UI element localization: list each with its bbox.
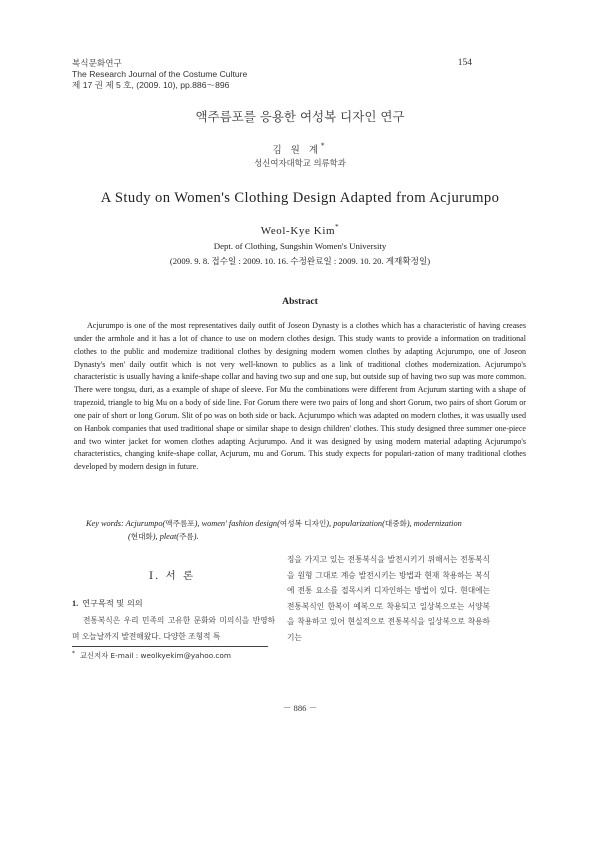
- title-korean: 액주름포를 응용한 여성복 디자인 연구: [195, 109, 405, 124]
- footnote-mark: *: [72, 650, 75, 657]
- keyword-5-en: pleat: [159, 532, 177, 541]
- author-korean: [0, 142, 600, 156]
- author-english: [0, 223, 600, 237]
- affiliation-english: Dept. of Clothing, Sungshin Women's University: [213, 241, 387, 251]
- journal-name-en: The Research Journal of the Costume Culture: [72, 68, 248, 79]
- keyword-3-en: popularization: [333, 519, 383, 528]
- keywords-label: Key words:: [86, 519, 124, 528]
- keyword-2-en: women' fashion design: [201, 519, 278, 528]
- title-english: A Study on Women's Clothing Design Adapted from Acjurumpo: [100, 190, 500, 206]
- author-en-name: Weol-Kye Kim: [260, 225, 336, 237]
- footnote-text: 교신저자 E-mail : weolkyekim@yahoo.com: [80, 651, 231, 660]
- section-heading: Ⅰ. 서 론: [148, 570, 196, 582]
- keyword-2-ko: 여성복 디자인: [279, 519, 327, 528]
- submission-dates: (2009. 9. 8. 접수일 : 2009. 10. 16. 수정완료일 : 2009. 10. 20. 게재확정일): [169, 256, 431, 266]
- author-en-mark: *: [335, 223, 340, 231]
- footnote: [72, 650, 231, 661]
- keywords: Key words: Acjurumpo(액주름포), women' fashion design(여성복 디자인), popularization(대중화), modernization (현대화), pleat(주름).: [86, 519, 462, 541]
- affiliation-korean: 성신여자대학교 의류학과: [254, 158, 346, 168]
- keyword-1-en: Acjurumpo: [125, 519, 163, 528]
- body-left-column: 전통복식은 우리 민족의 고유한 문화와 미의식을 반영하며 오늘날까지 발전해왔다. 다양한 조형적 특: [72, 616, 275, 641]
- body-right-column: 징을 가지고 있는 전통복식을 발전시키기 위해서는 전통복식을 원형 그대로 계승 발전시키는 방법과 현재 착용하는 복식에 전통 요소를 접목시켜 디자인하는 방법이 있다. 현대에는 전통복식인 한복이 예복으로 착용되고 일상복으로는 서양복을 착용하고 있어 현실적으로 전통복식을 일상복으로 착용하기는: [287, 555, 490, 642]
- journal-name-ko: 복식문화연구: [72, 58, 122, 68]
- author-ko-mark: *: [321, 142, 328, 150]
- journal-header: [72, 58, 247, 90]
- keyword-3-ko: 대중화: [384, 519, 407, 528]
- subsection-number: 1.: [72, 599, 79, 608]
- subsection-heading: [72, 598, 143, 609]
- footnote-divider: [72, 646, 268, 647]
- abstract-text: Acjurumpo is one of the most representatives daily outfit of Joseon Dynasty is a clothes which has a characteristic of having creases under the armhole and it has a lot of chance to use on modern clothes design. This study wants to provide a information on traditional clothes to the public and modernize traditional clothes by designing modern women clothes by adapting Acjurumpo, one of Joseon Dynasty's men' daily outfit which is not very well-known to publics as a link of traditional clothes modernization. Acjurumpo's characteristic is usually having a knife-shape collar and having two sup and one sup, but outside sup of having two sup was more common. There were tongsu, duri, as a example of shape of sleeve. For Mu the combinations were different from Acjurum starting with a shape of trapezoid, triangle to big Mu on a body of side line. For Gorum there were two pairs of long and short Gorum, two pairs of short Gorum or one pair of short or long Gorum. Slit of po was on both side or back. Acjurumpo which was adapted on modern clothes, it was usually used on Hanbok companies that used traditional shape or similar shape to design children' clothes. This study designed three summer one-piece and two winter jacket for women clothes adapting Acjurumpo. And it was designed by using modern material adapting Acjurumpo's characteristics, changing knife-shape collar, Acjurum, mu and Gorum. This study expects for populari-zation of many traditional clothes developed by modern design in future.: [74, 321, 526, 472]
- abstract-heading: Abstract: [282, 296, 318, 307]
- header-page-number: 154: [457, 58, 472, 68]
- subsection-title: 연구목적 및 의의: [82, 598, 143, 608]
- footer-page-number: － 886 －: [282, 703, 318, 713]
- journal-volume: 제 17 권 제 5 호, (2009. 10), pp.886～896: [72, 79, 230, 90]
- keyword-4-ko: 현대화: [130, 532, 153, 541]
- keyword-5-ko: 주름: [179, 532, 194, 541]
- keyword-4-en: modernization: [413, 519, 462, 528]
- author-ko-name: 김 원 계: [272, 145, 322, 156]
- keyword-1-ko: 액주름포: [165, 519, 195, 528]
